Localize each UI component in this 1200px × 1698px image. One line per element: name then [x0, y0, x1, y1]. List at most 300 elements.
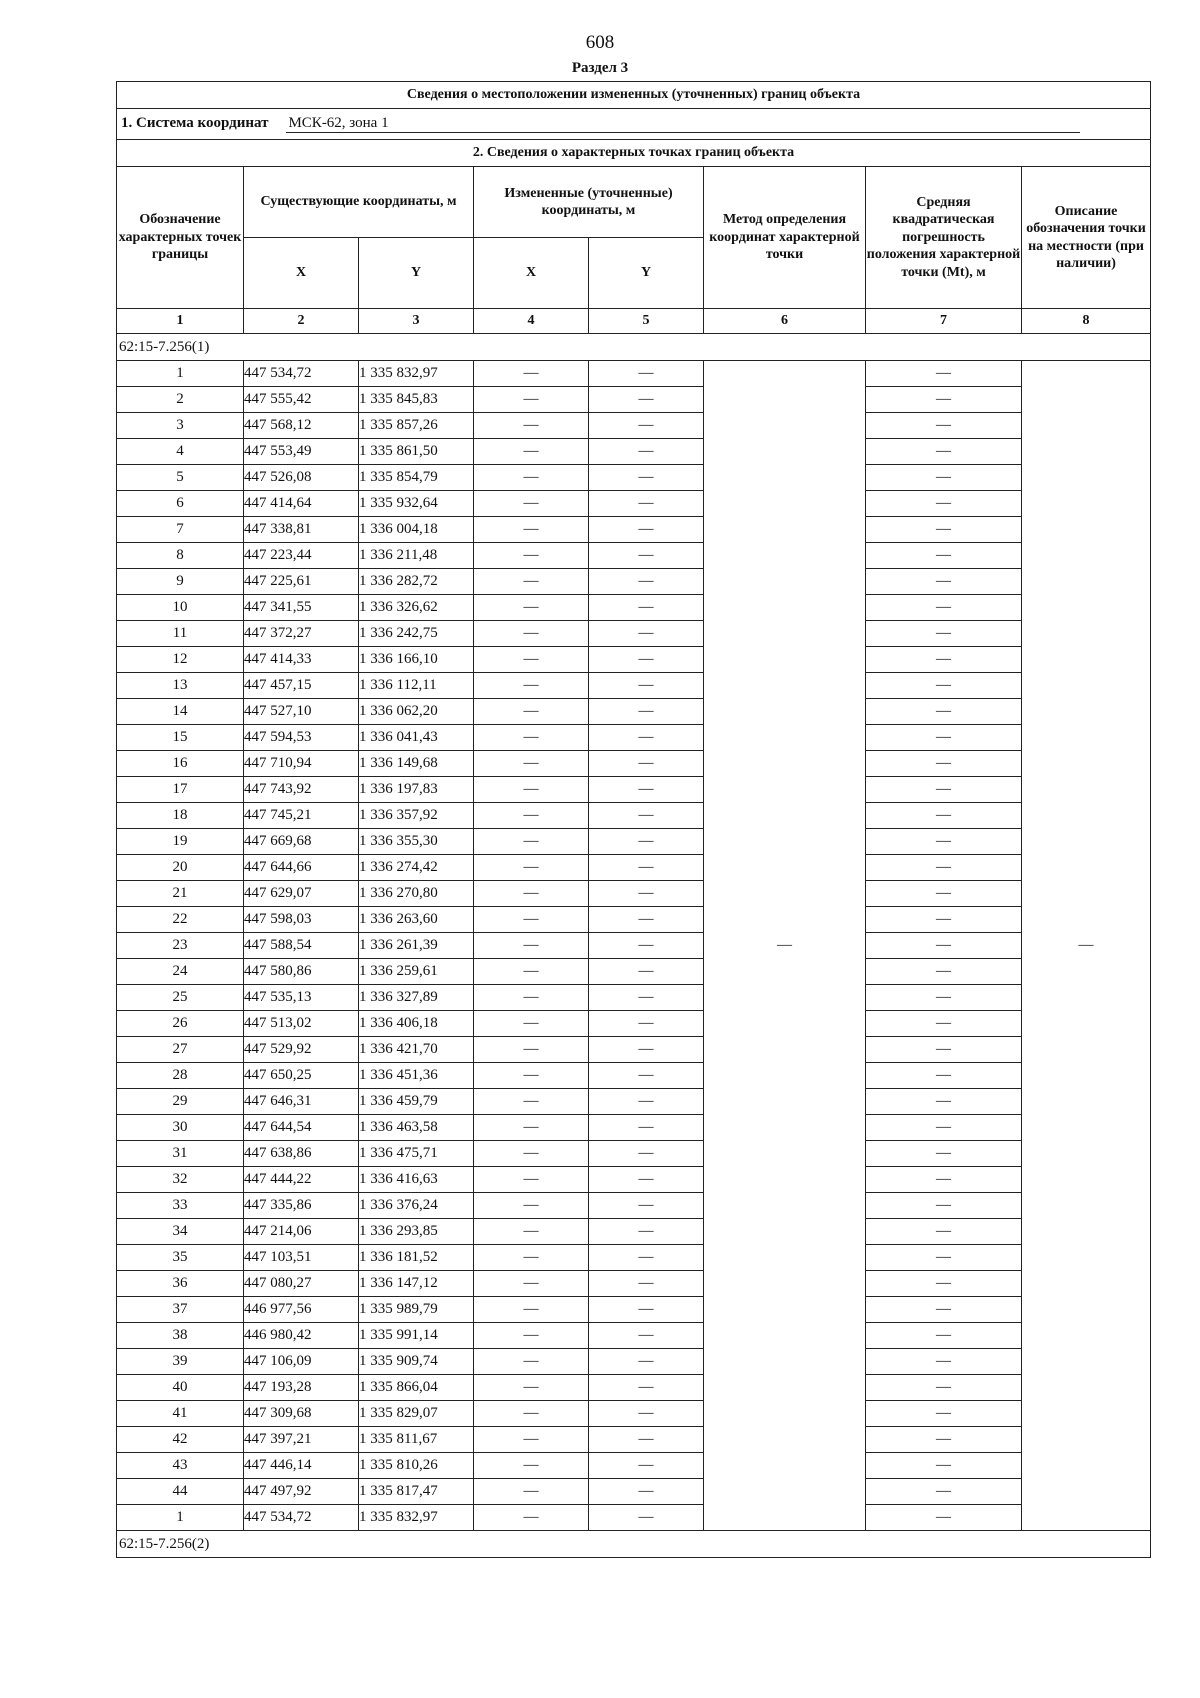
- mt-error: —: [866, 725, 1022, 751]
- table-row: [117, 1427, 1151, 1453]
- updated-y: —: [589, 413, 704, 439]
- mt-error: —: [866, 985, 1022, 1011]
- updated-x: —: [474, 1167, 589, 1193]
- point-number: 5: [117, 465, 244, 491]
- mt-error: —: [866, 543, 1022, 569]
- point-number: 10: [117, 595, 244, 621]
- existing-y: 1 336 147,12: [359, 1271, 474, 1297]
- existing-y: 1 336 327,89: [359, 985, 474, 1011]
- existing-y: 1 336 463,58: [359, 1115, 474, 1141]
- updated-y: —: [589, 647, 704, 673]
- table-row: [117, 1037, 1151, 1063]
- boundary-table: [116, 81, 1151, 1558]
- updated-y: —: [589, 361, 704, 387]
- updated-x: —: [474, 647, 589, 673]
- existing-x: 447 103,51: [244, 1245, 359, 1271]
- updated-y: —: [589, 1349, 704, 1375]
- point-number: 39: [117, 1349, 244, 1375]
- updated-x: —: [474, 1115, 589, 1141]
- existing-y: 1 335 845,83: [359, 387, 474, 413]
- mt-error: —: [866, 855, 1022, 881]
- updated-y: —: [589, 1427, 704, 1453]
- coordinate-system-label: 1. Система координат: [121, 115, 269, 131]
- point-number: 6: [117, 491, 244, 517]
- existing-y: 1 336 459,79: [359, 1089, 474, 1115]
- updated-y: —: [589, 517, 704, 543]
- table-row: [117, 1141, 1151, 1167]
- mt-error: —: [866, 1037, 1022, 1063]
- point-number: 42: [117, 1427, 244, 1453]
- existing-y: 1 335 857,26: [359, 413, 474, 439]
- parcel-row: [117, 334, 1151, 361]
- updated-y: —: [589, 1193, 704, 1219]
- mt-error: —: [866, 1115, 1022, 1141]
- existing-x: 447 526,08: [244, 465, 359, 491]
- point-number: 33: [117, 1193, 244, 1219]
- updated-y: —: [589, 387, 704, 413]
- point-number: 21: [117, 881, 244, 907]
- updated-y: —: [589, 1115, 704, 1141]
- mt-error: —: [866, 491, 1022, 517]
- mt-error: —: [866, 1063, 1022, 1089]
- updated-y: —: [589, 595, 704, 621]
- point-number: 24: [117, 959, 244, 985]
- updated-x: —: [474, 933, 589, 959]
- mt-error: —: [866, 465, 1022, 491]
- point-number: 23: [117, 933, 244, 959]
- updated-y: —: [589, 1401, 704, 1427]
- mt-error: —: [866, 1245, 1022, 1271]
- mt-error: —: [866, 777, 1022, 803]
- table-row: [117, 1349, 1151, 1375]
- updated-y: —: [589, 673, 704, 699]
- updated-y: —: [589, 777, 704, 803]
- header-existing-y: Y: [359, 238, 474, 309]
- existing-x: 446 977,56: [244, 1297, 359, 1323]
- existing-y: 1 335 854,79: [359, 465, 474, 491]
- point-number: 44: [117, 1479, 244, 1505]
- table-row: [117, 725, 1151, 751]
- mt-error: —: [866, 1479, 1022, 1505]
- updated-x: —: [474, 1349, 589, 1375]
- existing-y: 1 335 991,14: [359, 1323, 474, 1349]
- existing-x: 447 594,53: [244, 725, 359, 751]
- table-row: [117, 1297, 1151, 1323]
- existing-x: 447 193,28: [244, 1375, 359, 1401]
- updated-x: —: [474, 1089, 589, 1115]
- table-row: [117, 1401, 1151, 1427]
- coordinate-system-value: МСК-62, зона 1: [286, 115, 1080, 133]
- updated-y: —: [589, 829, 704, 855]
- existing-x: 447 555,42: [244, 387, 359, 413]
- header-existing-coords: Существующие координаты, м: [244, 167, 474, 238]
- table-row: [117, 439, 1151, 465]
- mt-error: —: [866, 1349, 1022, 1375]
- table-row: [117, 1011, 1151, 1037]
- table-row: [117, 1375, 1151, 1401]
- updated-y: —: [589, 985, 704, 1011]
- updated-x: —: [474, 413, 589, 439]
- table-row: [117, 855, 1151, 881]
- updated-y: —: [589, 1063, 704, 1089]
- existing-y: 1 336 475,71: [359, 1141, 474, 1167]
- parcel-id: 62:15-7.256(1): [117, 334, 1151, 361]
- mt-error: —: [866, 439, 1022, 465]
- updated-y: —: [589, 1167, 704, 1193]
- table-row: [117, 751, 1151, 777]
- updated-x: —: [474, 959, 589, 985]
- mt-error: —: [866, 1453, 1022, 1479]
- updated-x: —: [474, 1427, 589, 1453]
- next-parcel-id: 62:15-7.256(2): [117, 1531, 1151, 1558]
- mt-error: —: [866, 413, 1022, 439]
- header-updated-y: Y: [589, 238, 704, 309]
- point-number: 31: [117, 1141, 244, 1167]
- mt-error: —: [866, 1375, 1022, 1401]
- existing-x: 447 553,49: [244, 439, 359, 465]
- mt-error: —: [866, 1141, 1022, 1167]
- existing-y: 1 336 421,70: [359, 1037, 474, 1063]
- mt-error: —: [866, 933, 1022, 959]
- updated-x: —: [474, 855, 589, 881]
- updated-x: —: [474, 1453, 589, 1479]
- point-number: 2: [117, 387, 244, 413]
- point-number: 28: [117, 1063, 244, 1089]
- existing-y: 1 336 149,68: [359, 751, 474, 777]
- table-row: [117, 907, 1151, 933]
- table-row: [117, 959, 1151, 985]
- updated-y: —: [589, 725, 704, 751]
- existing-y: 1 336 062,20: [359, 699, 474, 725]
- updated-x: —: [474, 1297, 589, 1323]
- mt-error: —: [866, 569, 1022, 595]
- column-number: 7: [866, 309, 1022, 334]
- existing-x: 447 534,72: [244, 1505, 359, 1531]
- point-number: 4: [117, 439, 244, 465]
- updated-x: —: [474, 907, 589, 933]
- existing-x: 447 397,21: [244, 1427, 359, 1453]
- existing-x: 447 527,10: [244, 699, 359, 725]
- mt-error: —: [866, 1193, 1022, 1219]
- table-row: [117, 985, 1151, 1011]
- point-number: 43: [117, 1453, 244, 1479]
- section-title: Раздел 3: [571, 60, 629, 76]
- updated-y: —: [589, 959, 704, 985]
- existing-y: 1 336 166,10: [359, 647, 474, 673]
- table-row: [117, 1479, 1151, 1505]
- existing-y: 1 335 829,07: [359, 1401, 474, 1427]
- existing-x: 447 629,07: [244, 881, 359, 907]
- point-number: 3: [117, 413, 244, 439]
- existing-x: 447 106,09: [244, 1349, 359, 1375]
- mt-error: —: [866, 1323, 1022, 1349]
- existing-y: 1 336 181,52: [359, 1245, 474, 1271]
- existing-y: 1 335 932,64: [359, 491, 474, 517]
- existing-x: 446 980,42: [244, 1323, 359, 1349]
- point-number: 18: [117, 803, 244, 829]
- existing-y: 1 336 211,48: [359, 543, 474, 569]
- point-number: 35: [117, 1245, 244, 1271]
- existing-y: 1 335 909,74: [359, 1349, 474, 1375]
- header-point-designation: Обозначение характерных точек границы: [117, 167, 244, 309]
- updated-x: —: [474, 491, 589, 517]
- updated-y: —: [589, 1089, 704, 1115]
- existing-x: 447 338,81: [244, 517, 359, 543]
- updated-x: —: [474, 751, 589, 777]
- points-banner: 2. Сведения о характерных точках границ объекта: [117, 140, 1151, 167]
- existing-x: 447 535,13: [244, 985, 359, 1011]
- mt-error: —: [866, 361, 1022, 387]
- updated-x: —: [474, 1479, 589, 1505]
- mt-error: —: [866, 1297, 1022, 1323]
- updated-x: —: [474, 1011, 589, 1037]
- table-row: [117, 647, 1151, 673]
- table-row: [117, 621, 1151, 647]
- table-row: [117, 413, 1151, 439]
- existing-y: 1 336 406,18: [359, 1011, 474, 1037]
- point-number: 13: [117, 673, 244, 699]
- point-number: 36: [117, 1271, 244, 1297]
- updated-y: —: [589, 621, 704, 647]
- description-cell: —: [1022, 361, 1151, 1531]
- existing-x: 447 309,68: [244, 1401, 359, 1427]
- updated-y: —: [589, 881, 704, 907]
- mt-error: —: [866, 1505, 1022, 1531]
- column-number: 3: [359, 309, 474, 334]
- existing-x: 447 457,15: [244, 673, 359, 699]
- existing-x: 447 214,06: [244, 1219, 359, 1245]
- updated-x: —: [474, 569, 589, 595]
- mt-error: —: [866, 1219, 1022, 1245]
- existing-x: 447 669,68: [244, 829, 359, 855]
- updated-y: —: [589, 1271, 704, 1297]
- existing-y: 1 336 282,72: [359, 569, 474, 595]
- column-number: 1: [117, 309, 244, 334]
- updated-x: —: [474, 1193, 589, 1219]
- updated-y: —: [589, 1323, 704, 1349]
- existing-x: 447 529,92: [244, 1037, 359, 1063]
- updated-x: —: [474, 881, 589, 907]
- mt-error: —: [866, 1401, 1022, 1427]
- updated-x: —: [474, 985, 589, 1011]
- mt-error: —: [866, 647, 1022, 673]
- mt-error: —: [866, 881, 1022, 907]
- existing-x: 447 414,64: [244, 491, 359, 517]
- table-row: [117, 933, 1151, 959]
- mt-error: —: [866, 803, 1022, 829]
- mt-error: —: [866, 751, 1022, 777]
- column-number: 8: [1022, 309, 1151, 334]
- table-row: [117, 543, 1151, 569]
- table-row: [117, 1115, 1151, 1141]
- mt-error: —: [866, 1167, 1022, 1193]
- updated-x: —: [474, 621, 589, 647]
- updated-y: —: [589, 1141, 704, 1167]
- existing-y: 1 335 989,79: [359, 1297, 474, 1323]
- updated-x: —: [474, 777, 589, 803]
- updated-x: —: [474, 673, 589, 699]
- table-row: [117, 1167, 1151, 1193]
- updated-y: —: [589, 907, 704, 933]
- existing-y: 1 336 112,11: [359, 673, 474, 699]
- point-number: 22: [117, 907, 244, 933]
- table-row: [117, 1063, 1151, 1089]
- existing-y: 1 336 355,30: [359, 829, 474, 855]
- parcel-row: [117, 1531, 1151, 1558]
- existing-y: 1 335 811,67: [359, 1427, 474, 1453]
- existing-x: 447 372,27: [244, 621, 359, 647]
- point-number: 26: [117, 1011, 244, 1037]
- existing-x: 447 650,25: [244, 1063, 359, 1089]
- existing-x: 447 335,86: [244, 1193, 359, 1219]
- updated-x: —: [474, 725, 589, 751]
- table-row: [117, 595, 1151, 621]
- existing-x: 447 644,54: [244, 1115, 359, 1141]
- updated-y: —: [589, 1011, 704, 1037]
- table-row: [117, 1505, 1151, 1531]
- table-row: [117, 517, 1151, 543]
- table-row: [117, 881, 1151, 907]
- table-row: [117, 1245, 1151, 1271]
- table-row: [117, 1089, 1151, 1115]
- updated-x: —: [474, 1401, 589, 1427]
- column-number: 6: [704, 309, 866, 334]
- updated-x: —: [474, 1141, 589, 1167]
- existing-y: 1 335 810,26: [359, 1453, 474, 1479]
- existing-y: 1 335 832,97: [359, 1505, 474, 1531]
- point-number: 37: [117, 1297, 244, 1323]
- point-number: 9: [117, 569, 244, 595]
- updated-x: —: [474, 387, 589, 413]
- table-row: [117, 1453, 1151, 1479]
- updated-x: —: [474, 465, 589, 491]
- point-number: 16: [117, 751, 244, 777]
- table-row: [117, 777, 1151, 803]
- existing-x: 447 743,92: [244, 777, 359, 803]
- existing-x: 447 745,21: [244, 803, 359, 829]
- existing-y: 1 336 259,61: [359, 959, 474, 985]
- updated-y: —: [589, 1245, 704, 1271]
- updated-y: —: [589, 699, 704, 725]
- updated-y: —: [589, 491, 704, 517]
- mt-error: —: [866, 829, 1022, 855]
- updated-y: —: [589, 465, 704, 491]
- updated-y: —: [589, 933, 704, 959]
- updated-x: —: [474, 439, 589, 465]
- updated-x: —: [474, 1323, 589, 1349]
- updated-y: —: [589, 1037, 704, 1063]
- existing-x: 447 588,54: [244, 933, 359, 959]
- column-number: 2: [244, 309, 359, 334]
- updated-y: —: [589, 569, 704, 595]
- updated-x: —: [474, 1245, 589, 1271]
- existing-y: 1 335 817,47: [359, 1479, 474, 1505]
- existing-y: 1 336 263,60: [359, 907, 474, 933]
- point-number: 15: [117, 725, 244, 751]
- table-row: [117, 491, 1151, 517]
- point-number: 8: [117, 543, 244, 569]
- mt-error: —: [866, 673, 1022, 699]
- mt-error: —: [866, 1011, 1022, 1037]
- existing-y: 1 336 451,36: [359, 1063, 474, 1089]
- existing-x: 447 534,72: [244, 361, 359, 387]
- updated-y: —: [589, 1297, 704, 1323]
- table-row: [117, 699, 1151, 725]
- table-row: [117, 1193, 1151, 1219]
- header-existing-x: X: [244, 238, 359, 309]
- existing-x: 447 444,22: [244, 1167, 359, 1193]
- point-number: 38: [117, 1323, 244, 1349]
- point-number: 40: [117, 1375, 244, 1401]
- point-number: 11: [117, 621, 244, 647]
- header-updated-x: X: [474, 238, 589, 309]
- existing-x: 447 580,86: [244, 959, 359, 985]
- updated-y: —: [589, 855, 704, 881]
- existing-y: 1 336 270,80: [359, 881, 474, 907]
- column-number: 4: [474, 309, 589, 334]
- page-number: 608: [585, 32, 615, 53]
- updated-x: —: [474, 1219, 589, 1245]
- existing-x: 447 710,94: [244, 751, 359, 777]
- mt-error: —: [866, 1271, 1022, 1297]
- existing-y: 1 336 376,24: [359, 1193, 474, 1219]
- updated-y: —: [589, 1453, 704, 1479]
- mt-error: —: [866, 1427, 1022, 1453]
- point-number: 14: [117, 699, 244, 725]
- header-description: Описание обозначения точки на местности (при наличии): [1022, 167, 1151, 309]
- existing-y: 1 336 004,18: [359, 517, 474, 543]
- point-number: 25: [117, 985, 244, 1011]
- table-row: [117, 829, 1151, 855]
- table-row: [117, 803, 1151, 829]
- point-number: 12: [117, 647, 244, 673]
- updated-x: —: [474, 517, 589, 543]
- updated-y: —: [589, 751, 704, 777]
- mt-error: —: [866, 1089, 1022, 1115]
- header-updated-coords: Измененные (уточненные) координаты, м: [474, 167, 704, 238]
- existing-y: 1 336 261,39: [359, 933, 474, 959]
- existing-y: 1 336 357,92: [359, 803, 474, 829]
- point-number: 27: [117, 1037, 244, 1063]
- existing-x: 447 646,31: [244, 1089, 359, 1115]
- updated-x: —: [474, 829, 589, 855]
- updated-y: —: [589, 543, 704, 569]
- method-cell: —: [704, 361, 866, 1531]
- updated-x: —: [474, 699, 589, 725]
- updated-x: —: [474, 803, 589, 829]
- updated-y: —: [589, 439, 704, 465]
- column-number: 5: [589, 309, 704, 334]
- coordinate-system-row: [117, 109, 1151, 140]
- existing-y: 1 335 861,50: [359, 439, 474, 465]
- updated-y: —: [589, 1505, 704, 1531]
- existing-x: 447 080,27: [244, 1271, 359, 1297]
- header-method: Метод определения координат характерной точки: [704, 167, 866, 309]
- point-number: 34: [117, 1219, 244, 1245]
- mt-error: —: [866, 595, 1022, 621]
- existing-x: 447 638,86: [244, 1141, 359, 1167]
- updated-x: —: [474, 1505, 589, 1531]
- mt-error: —: [866, 699, 1022, 725]
- existing-y: 1 335 832,97: [359, 361, 474, 387]
- updated-y: —: [589, 1479, 704, 1505]
- mt-error: —: [866, 621, 1022, 647]
- existing-x: 447 414,33: [244, 647, 359, 673]
- mt-error: —: [866, 517, 1022, 543]
- existing-x: 447 223,44: [244, 543, 359, 569]
- updated-x: —: [474, 1271, 589, 1297]
- existing-y: 1 336 416,63: [359, 1167, 474, 1193]
